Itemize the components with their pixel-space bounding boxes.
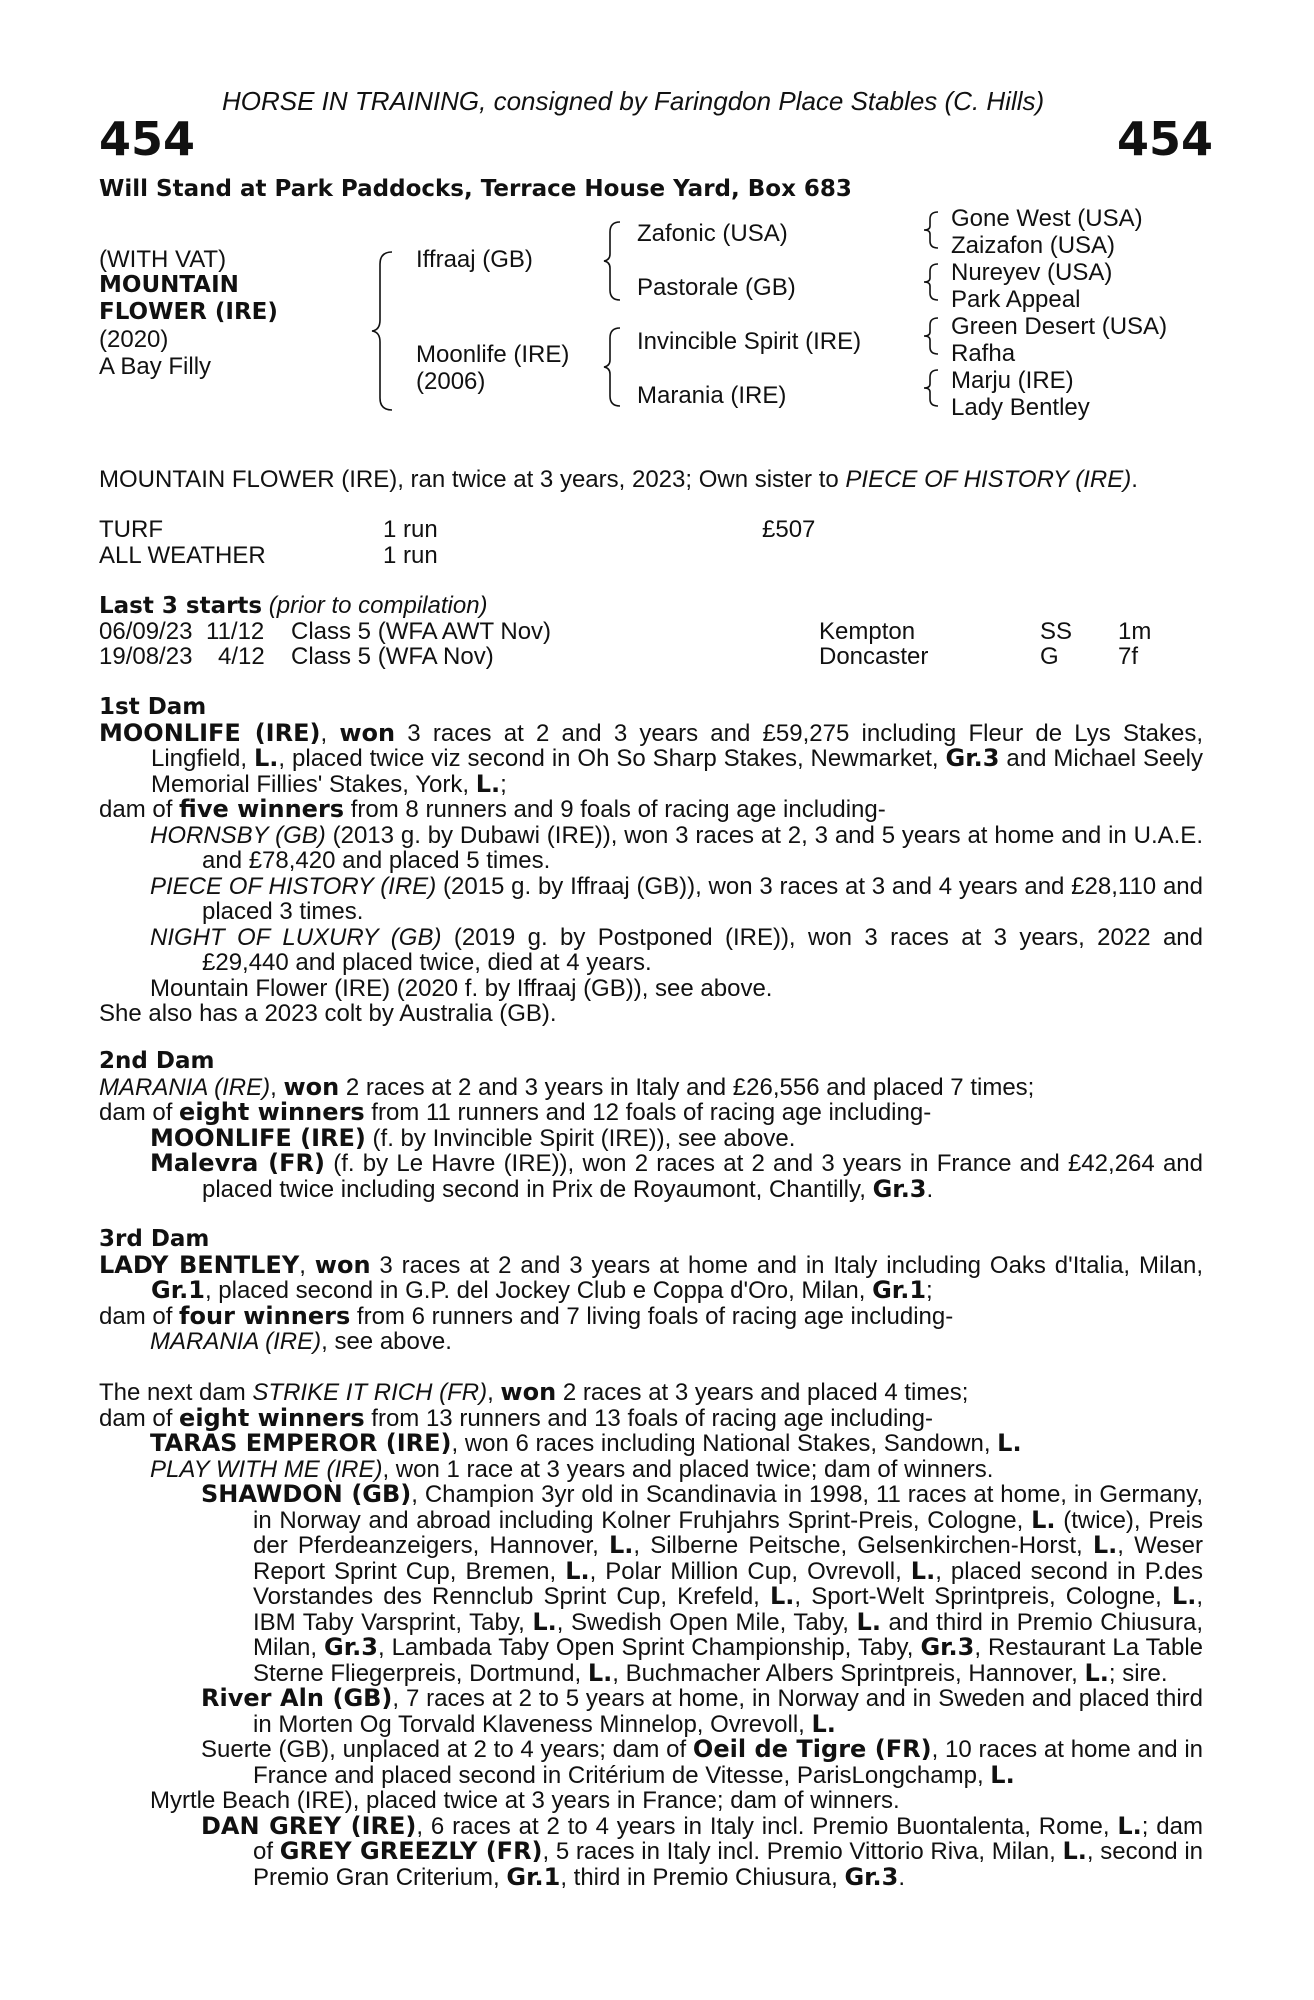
pedigree-sdd: Park Appeal (951, 286, 1081, 313)
start-row-going: SS (1040, 618, 1073, 645)
grand-produce-entry: River Aln (GB), 7 races at 2 to 5 years at home, in Norway and in Sweden and placed third in Morten Og Torvald Klaveness Minnelop, Ovrevoll, L. (201, 1684, 1203, 1738)
produce-entry: MOONLIFE (IRE) (f. by Invincible Spirit (IRE)), see above. (150, 1123, 796, 1152)
produce-entry: MARANIA (IRE), see above. (150, 1328, 452, 1355)
start-row-race: Class 5 (WFA AWT Nov) (291, 618, 552, 645)
start-row-going: G (1040, 643, 1059, 670)
lot-number-left: 454 (99, 112, 196, 166)
second-dam-section (99, 1049, 1203, 1202)
section-title: 3rd Dam (99, 1226, 210, 1252)
pedigree-dam-year: (2006) (416, 368, 486, 395)
pedigree-brace-ss (922, 210, 942, 250)
pedigree-ssd: Zaizafon (USA) (951, 232, 1116, 259)
produce-entry: HORNSBY (GB) (2013 g. by Dubawi (IRE)), won 3 races at 2, 3 and 5 years at home and in U.A.E. and £78,420 and placed 5 times. (150, 821, 1203, 874)
produce-entry: Malevra (FR) (f. by Le Havre (IRE)), won 2 races at 2 and 3 years in France and £42,264 and placed twice including second in Prix de Royaumont, Chantilly, Gr.3. (150, 1149, 1203, 1203)
dam-of: dam of four winners from 6 runners and 7 living foals of racing age including- (99, 1301, 954, 1330)
produce-entry: NIGHT OF LUXURY (GB) (2019 g. by Postponed (IRE)), won 3 races at 3 years, 2022 and £29,440 and placed twice, died at 4 years. (150, 923, 1203, 976)
horse-year: (2020) (99, 326, 169, 353)
section-title: 1st Dam (99, 694, 207, 720)
pedigree-brace-sd (922, 262, 942, 302)
dam-record: MOONLIFE (IRE), won 3 races at 2 and 3 years and £59,275 including Fleur de Lys Stakes, Lingfield, L., placed twice viz second in Oh So Sharp Stakes, Newmarket, Gr.3 and Michael Seely Memorial Fillies' Stakes, York, L.; (99, 718, 1203, 798)
pedigree-dam-sire: Invincible Spirit (IRE) (637, 328, 862, 355)
produce-entry: Mountain Flower (IRE) (2020 f. by Iffraaj (GB)), see above. (150, 974, 773, 1002)
produce-entry: PLAY WITH ME (IRE), won 1 race at 3 years and placed twice; dam of winners. (150, 1455, 994, 1483)
pedigree-dds: Marju (IRE) (951, 367, 1074, 394)
aw-label: ALL WEATHER (99, 542, 266, 569)
start-row-course: Kempton (819, 618, 916, 645)
grand-produce-entry: Suerte (GB), unplaced at 2 to 4 years; dam of Oeil de Tigre (FR), 10 races at home and in France and placed second in Critérium de Vitesse, ParisLongchamp, L. (201, 1735, 1204, 1789)
pedigree-sire-dam: Pastorale (GB) (637, 274, 796, 301)
pedigree-brace-dd (922, 368, 942, 408)
pedigree-brace-sire (602, 220, 626, 302)
pedigree-dsd: Rafha (951, 340, 1016, 367)
turf-runs: 1 run (383, 516, 438, 543)
dam-record: The next dam STRIKE IT RICH (FR), won 2 races at 3 years and placed 4 times; (99, 1378, 969, 1406)
horse-description: A Bay Filly (99, 353, 212, 380)
vat-note: (WITH VAT) (99, 246, 227, 273)
grand-produce-entry: DAN GREY (IRE), 6 races at 2 to 4 years in Italy incl. Premio Buontalenta, Rome, L.; dam of GREY GREEZLY (FR), 5 races in Italy incl. Premio Vittorio Riva, Milan, L., second in Premio Gran Criterium, Gr.1, third in Premio Chiusura, Gr.3. (201, 1811, 1204, 1891)
start-row-date: 19/08/23 (99, 643, 193, 670)
pedigree-dam: Moonlife (IRE) (416, 341, 570, 368)
third-dam-section (99, 1227, 1203, 1355)
pedigree-ddd: Lady Bentley (951, 394, 1090, 421)
horse-name-line1: MOUNTAIN (99, 272, 239, 298)
dam-record: LADY BENTLEY, won 3 races at 2 and 3 years at home and in Italy including Oaks d'Italia, Milan, Gr.1, placed second in G.P. del Jockey Club e Coppa d'Oro, Milan, Gr.1; (99, 1250, 1204, 1304)
pedigree-brace-ds (922, 316, 942, 356)
aw-runs: 1 run (383, 542, 438, 569)
produce-entry: Myrtle Beach (IRE), placed twice at 3 years in France; dam of winners. (150, 1787, 900, 1814)
start-row-dist: 7f (1118, 643, 1139, 670)
race-summary: MOUNTAIN FLOWER (IRE), ran twice at 3 years, 2023; Own sister to PIECE OF HISTORY (IRE). (99, 466, 1138, 493)
dam-of: dam of eight winners from 11 runners and 12 foals of racing age including- (99, 1098, 932, 1126)
start-row-date: 06/09/23 (99, 618, 193, 645)
produce-entry: PIECE OF HISTORY (IRE) (2015 g. by Iffraaj (GB)), won 3 races at 3 and 4 years and £28,110 and placed 3 times. (150, 872, 1203, 925)
start-row-pos: 11/12 (206, 618, 265, 645)
pedigree-dam-dam: Marania (IRE) (637, 382, 787, 409)
first-dam-section (99, 695, 1203, 1027)
start-row-course: Doncaster (819, 643, 929, 670)
pedigree-sds: Nureyev (USA) (951, 259, 1113, 286)
dam-of: dam of eight winners from 13 runners and 13 foals of racing age including- (99, 1403, 933, 1432)
lot-number-right: 454 (1117, 112, 1214, 166)
next-dam-section (99, 1380, 1203, 1890)
pedigree-dss: Green Desert (USA) (951, 313, 1168, 340)
dam-of: dam of five winners from 8 runners and 9 foals of racing age including- (99, 795, 886, 823)
turf-label: TURF (99, 516, 163, 543)
pedigree-brace-dam (602, 326, 626, 408)
start-row-pos: 4/12 (218, 643, 265, 670)
last-starts-heading: Last 3 starts (prior to compilation) (99, 592, 488, 619)
start-row-dist: 1m (1118, 618, 1152, 645)
section-title: 2nd Dam (99, 1048, 215, 1074)
grand-produce-entry: SHAWDON (GB), Champion 3yr old in Scandinavia in 1998, 11 races at home, in Germany, in Norway and abroad including Kolner Fruhjahrs Sprint-Preis, Cologne, L. (twice), Preis der Pferdeanzeigers, Hannover, L., Silberne Peitsche, Gelsenkirchen-Horst, L., Weser Report Sprint Cup, Bremen, L., Polar Million Cup, Ovrevoll, L., placed second in P.des Vorstandes des Rennclub Sprint Cup, Krefeld, L., Sport-Welt Sprintpreis, Cologne, L., IBM Taby Varsprint, Taby, L., Swedish Open Mile, Taby, L. and third in Premio Chiusura, Milan, Gr.3, Lambada Taby Open Sprint Championship, Taby, Gr.3, Restaurant La Table Sterne Fliegerpreis, Dortmund, L., Buchmacher Albers Sprintpreis, Hannover, L.; sire. (201, 1480, 1204, 1687)
stand-location: Will Stand at Park Paddocks, Terrace House Yard, Box 683 (99, 176, 852, 202)
horse-name-line2: FLOWER (IRE) (99, 299, 278, 325)
produce-entry: TARAS EMPEROR (IRE), won 6 races including National Stakes, Sandown, L. (150, 1429, 1022, 1457)
also-note: She also has a 2023 colt by Australia (GB). (99, 1000, 557, 1027)
pedigree-sire-sire: Zafonic (USA) (637, 220, 788, 247)
dam-record: MARANIA (IRE), won 2 races at 2 and 3 years in Italy and £26,556 and placed 7 times; (99, 1072, 1035, 1101)
turf-prize: £507 (762, 516, 816, 543)
pedigree-sire: Iffraaj (GB) (416, 246, 533, 273)
start-row-race: Class 5 (WFA Nov) (291, 643, 494, 670)
pedigree-sss: Gone West (USA) (951, 205, 1143, 232)
pedigree-brace-gen1 (370, 250, 400, 412)
catalogue-header: HORSE IN TRAINING, consigned by Faringdon Place Stables (C. Hills) (222, 86, 1045, 116)
